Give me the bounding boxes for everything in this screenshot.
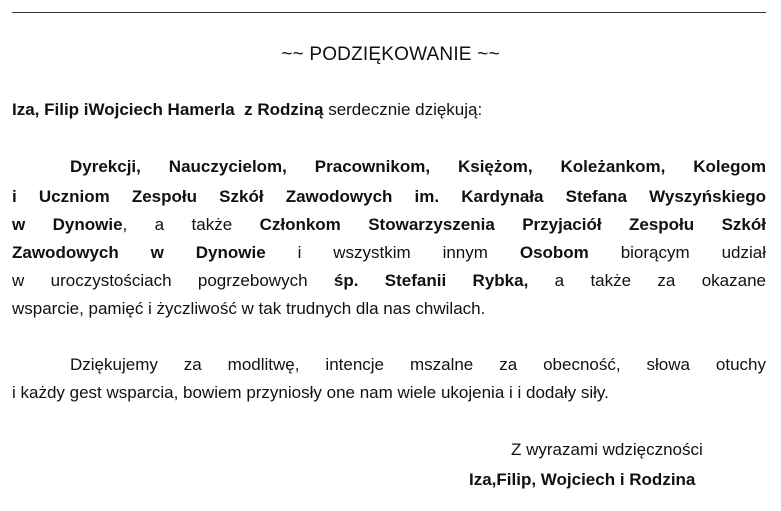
para2-l2-text: i każdy gest wsparcia, bowiem przyniosły one nam wiele ukojenia i i dodały siły. (12, 383, 609, 402)
para1-line-5 (12, 272, 766, 289)
intro-line (12, 101, 482, 118)
para1-l5-c: a także za okazane (554, 271, 767, 290)
para1-l4-b: i wszystkim innym (297, 243, 488, 262)
para2-l1-text: Dziękujemy za modlitwę, intencje mszalne za obecność, słowa otuchy (70, 355, 766, 374)
para1-l6-text: wsparcie, pamięć i życzliwość w tak trudnych dla nas chwilach. (12, 299, 486, 318)
para1-l5-b: śp. Stefanii Rybka, (333, 271, 529, 290)
para1-l1-text: Dyrekcji, Nauczycielom, Pracownikom, Księżom, Koleżankom, Kolegom (70, 157, 766, 176)
para1-l4-a: Zawodowych w Dynowie (12, 243, 266, 262)
para1-l2-text: i Uczniom Zespołu Szkół Zawodowych im. Kardynała Stefana Wyszyńskiego (12, 187, 766, 206)
para1-l5-a: w uroczystościach pogrzebowych (12, 271, 308, 290)
para1-line-6 (12, 300, 485, 317)
intro-rest: serdecznie dziękują: (328, 100, 483, 119)
intro-family: z Rodziną (244, 100, 324, 119)
para2-line-1 (70, 356, 766, 373)
signature-closing: Z wyrazami wdzięczności (511, 440, 703, 459)
para1-line-3 (12, 216, 766, 233)
para1-l3-a: w Dynowie (12, 215, 123, 234)
para1-line-2 (12, 188, 766, 205)
intro-names: Iza, Filip iWojciech Hamerla (12, 100, 235, 119)
para1-l4-d: biorącym udział (620, 243, 766, 262)
para1-l4-c: Osobom (519, 243, 589, 262)
top-rule (12, 12, 766, 13)
para1-l3-b: , a także (122, 215, 233, 234)
para1-line-1 (70, 158, 766, 175)
para1-line-4 (12, 244, 766, 261)
signature-names: Iza,Filip, Wojciech i Rodzina (469, 470, 696, 489)
page-title: ~~ PODZIĘKOWANIE ~~ (281, 44, 500, 65)
para2-line-2 (12, 384, 609, 401)
para1-l3-c: Członkom Stowarzyszenia Przyjaciół Zespołu Szkół (259, 215, 766, 234)
